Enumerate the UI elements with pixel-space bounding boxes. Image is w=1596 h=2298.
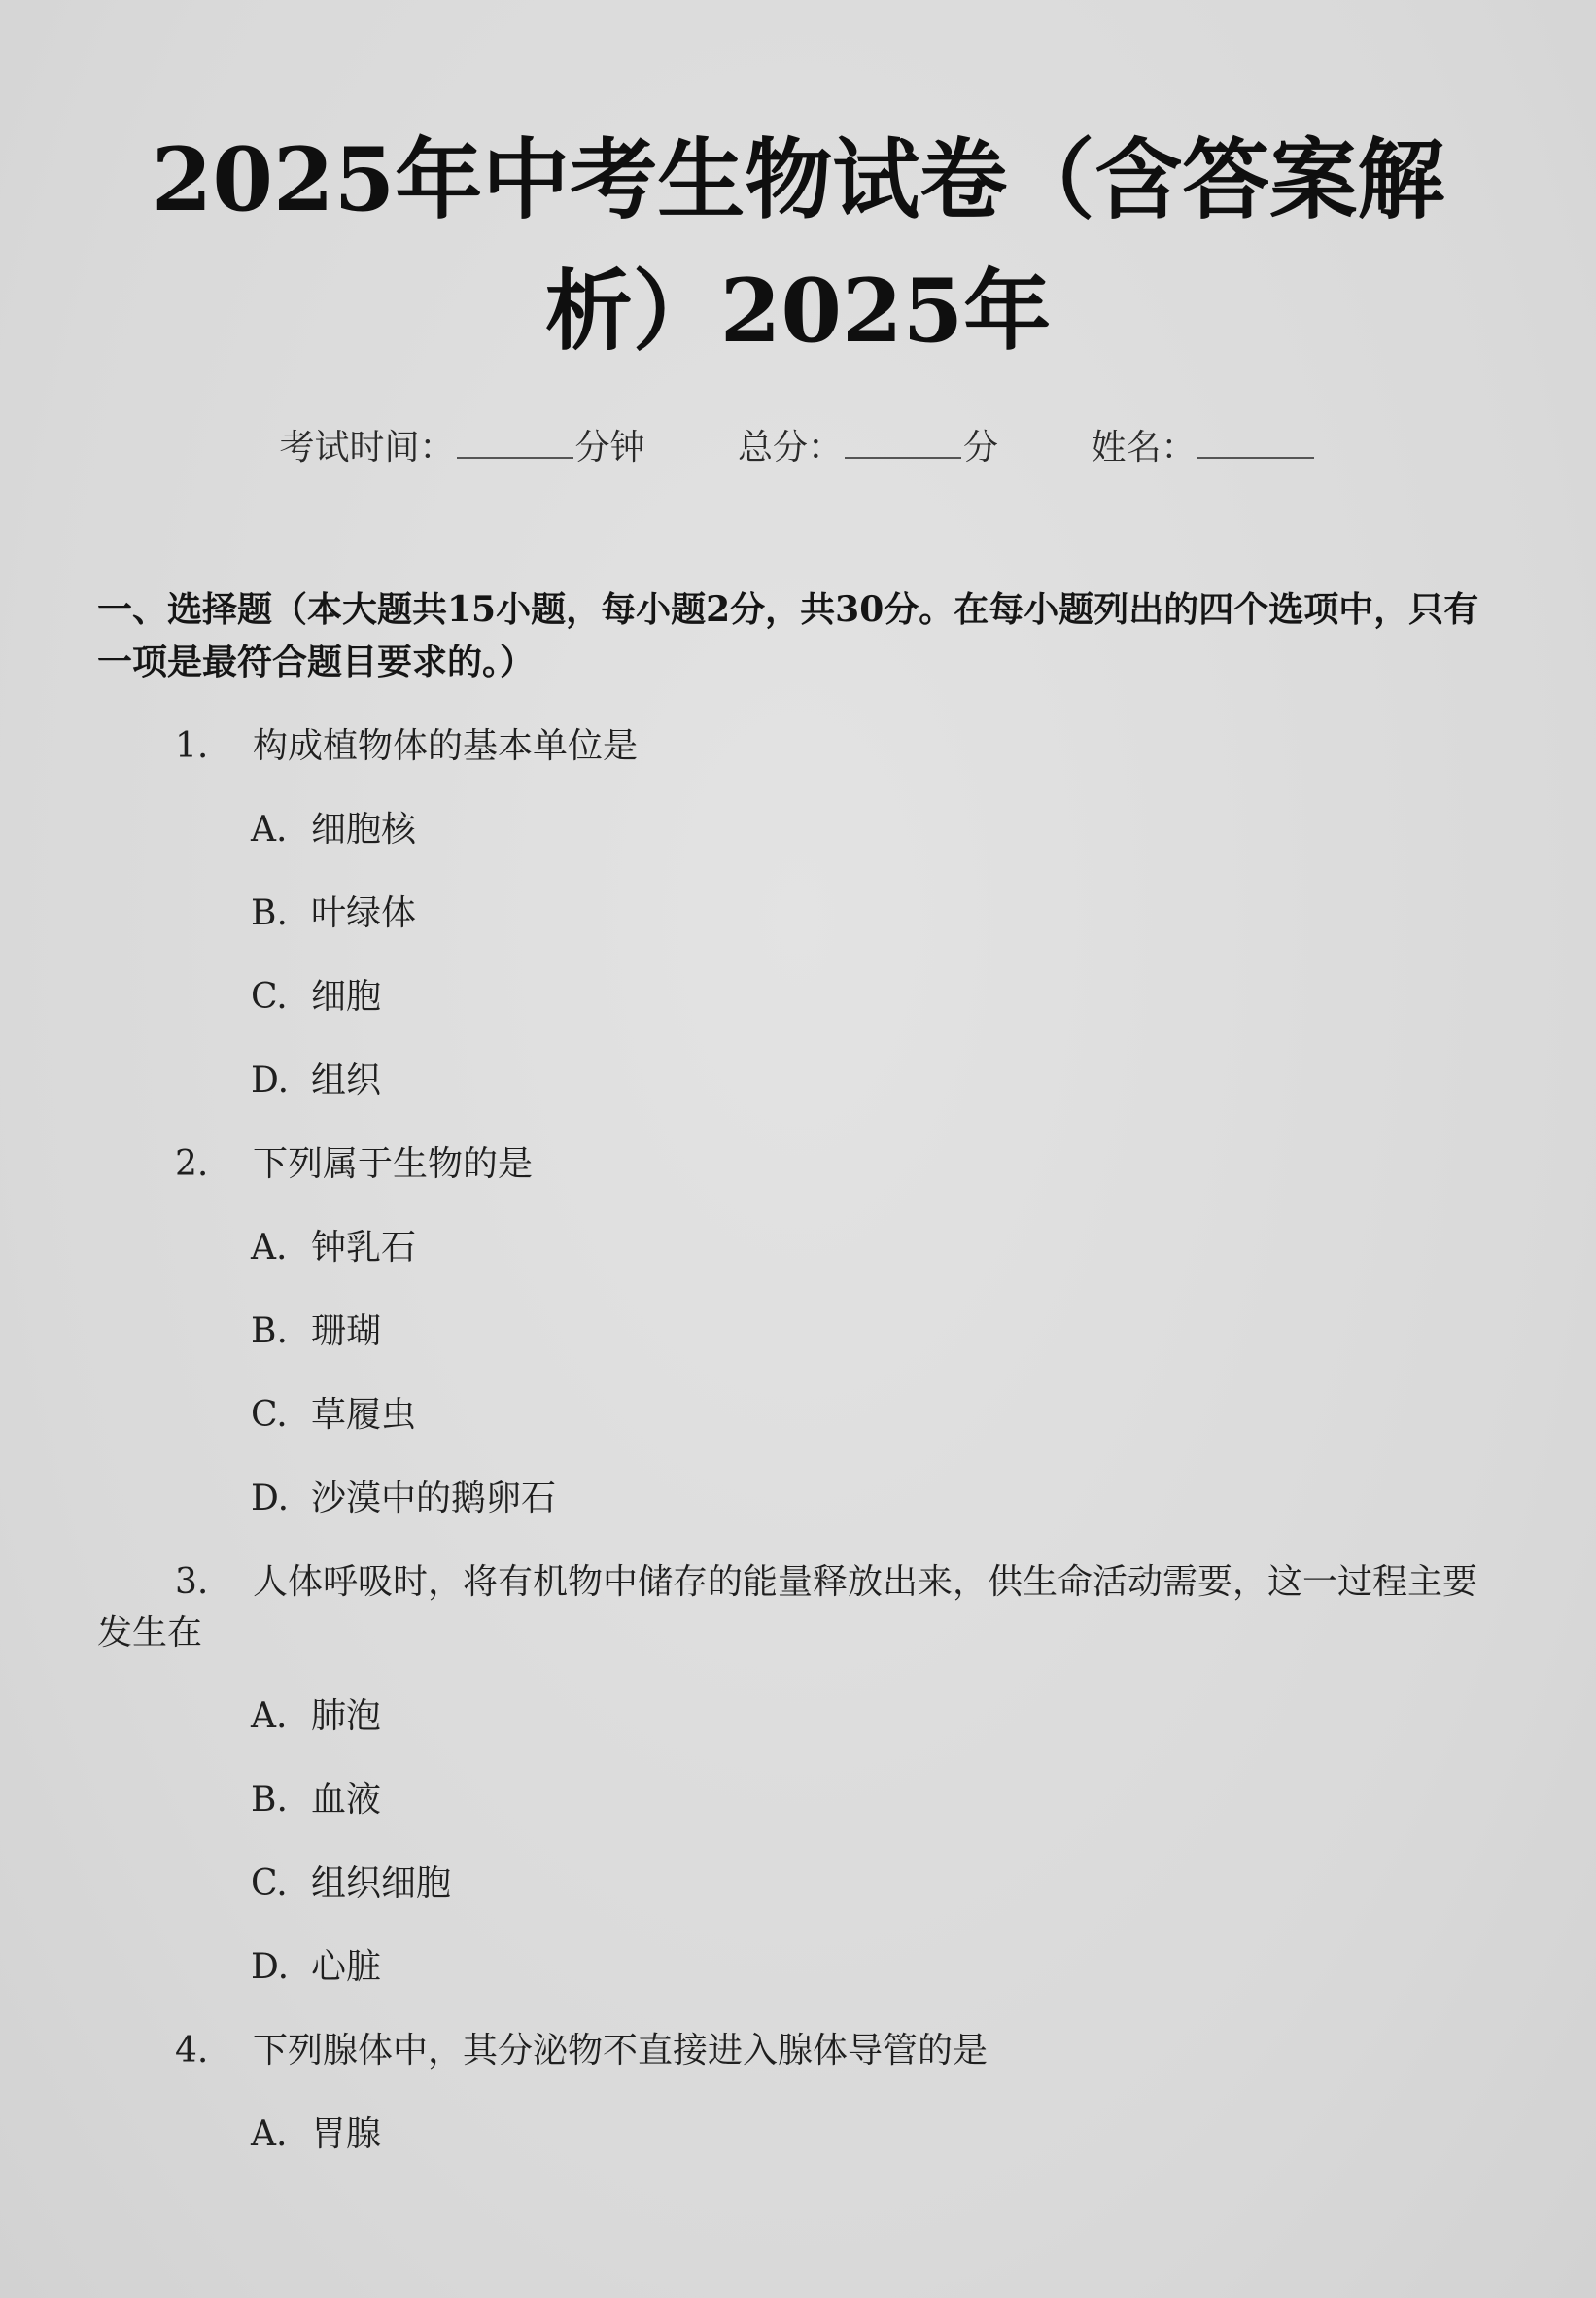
question-3-option-a	[251, 1691, 381, 1742]
total-score-label: 总分：	[737, 428, 843, 468]
option-text: 组织	[311, 1061, 382, 1100]
question-1-option-d	[251, 1056, 381, 1106]
question-number: 4.	[175, 2031, 209, 2071]
total-score-blank	[845, 420, 961, 459]
question-3-option-d	[251, 1942, 381, 1993]
question-stem: 人体呼吸时，将有机物中储存的能量释放出来，供生命活动需要，这一过程主要发生在	[97, 1562, 1478, 1653]
student-name-label: 姓名：	[1091, 428, 1197, 468]
question-2-option-d	[251, 1474, 556, 1524]
question-2	[97, 1139, 1502, 1190]
option-text: 珊瑚	[311, 1311, 382, 1351]
option-letter: B.	[251, 893, 288, 933]
option-text: 心脏	[311, 1947, 382, 1987]
option-letter: A.	[251, 1696, 288, 1736]
exam-time-blank	[457, 420, 573, 459]
question-number: 2.	[175, 1144, 209, 1184]
option-letter: D.	[251, 1061, 290, 1100]
option-text: 组织细胞	[311, 1863, 452, 1903]
option-text: 胃腺	[311, 2114, 382, 2154]
option-text: 细胞核	[311, 810, 417, 850]
question-3	[97, 1557, 1502, 1658]
option-letter: B.	[251, 1311, 288, 1351]
option-text: 叶绿体	[311, 893, 417, 933]
option-letter: D.	[251, 1479, 290, 1518]
option-text: 肺泡	[311, 1696, 382, 1736]
option-letter: C.	[251, 1395, 288, 1435]
question-number: 1.	[175, 726, 209, 766]
question-stem: 下列属于生物的是	[253, 1144, 534, 1184]
option-letter: C.	[251, 977, 288, 1017]
exam-time-label: 考试时间：	[279, 428, 455, 468]
option-letter: B.	[251, 1780, 288, 1820]
question-2-option-a	[251, 1223, 416, 1273]
question-2-option-b	[251, 1306, 381, 1357]
student-name-blank	[1197, 420, 1314, 459]
option-letter: A.	[251, 1228, 288, 1268]
option-letter: A.	[251, 810, 288, 850]
section-heading: 一、选择题（本大题共15小题，每小题2分，共30分。在每小题列出的四个选项中，只有一项是最符合题目要求的。）	[97, 589, 1479, 682]
question-4	[97, 2026, 1502, 2076]
option-text: 血液	[311, 1780, 382, 1820]
exam-time-field	[280, 420, 645, 475]
total-score-unit: 分	[963, 428, 999, 468]
question-3-option-c	[251, 1859, 451, 1909]
question-1	[97, 721, 1502, 772]
option-text: 沙漠中的鹅卵石	[311, 1479, 557, 1518]
option-letter: C.	[251, 1863, 288, 1903]
question-1-option-c	[251, 972, 381, 1023]
student-name-field	[1091, 420, 1316, 475]
exam-meta-line	[0, 420, 1596, 475]
option-letter: A.	[251, 2114, 288, 2154]
option-text: 钟乳石	[311, 1228, 417, 1268]
option-letter: D.	[251, 1947, 290, 1987]
question-1-option-b	[251, 888, 416, 939]
question-3-option-b	[251, 1775, 381, 1826]
question-stem: 构成植物体的基本单位是	[253, 726, 639, 766]
exam-title: 2025年中考生物试卷（含答案解析）2025年	[151, 128, 1445, 363]
exam-time-unit: 分钟	[574, 428, 645, 468]
question-stem: 下列腺体中，其分泌物不直接进入腺体导管的是	[253, 2031, 989, 2071]
total-score-field	[738, 420, 998, 475]
question-1-option-a	[251, 805, 416, 855]
question-4-option-a	[251, 2109, 381, 2160]
question-number: 3.	[175, 1562, 209, 1602]
question-2-option-c	[251, 1390, 416, 1441]
option-text: 细胞	[311, 977, 382, 1017]
option-text: 草履虫	[311, 1395, 417, 1435]
